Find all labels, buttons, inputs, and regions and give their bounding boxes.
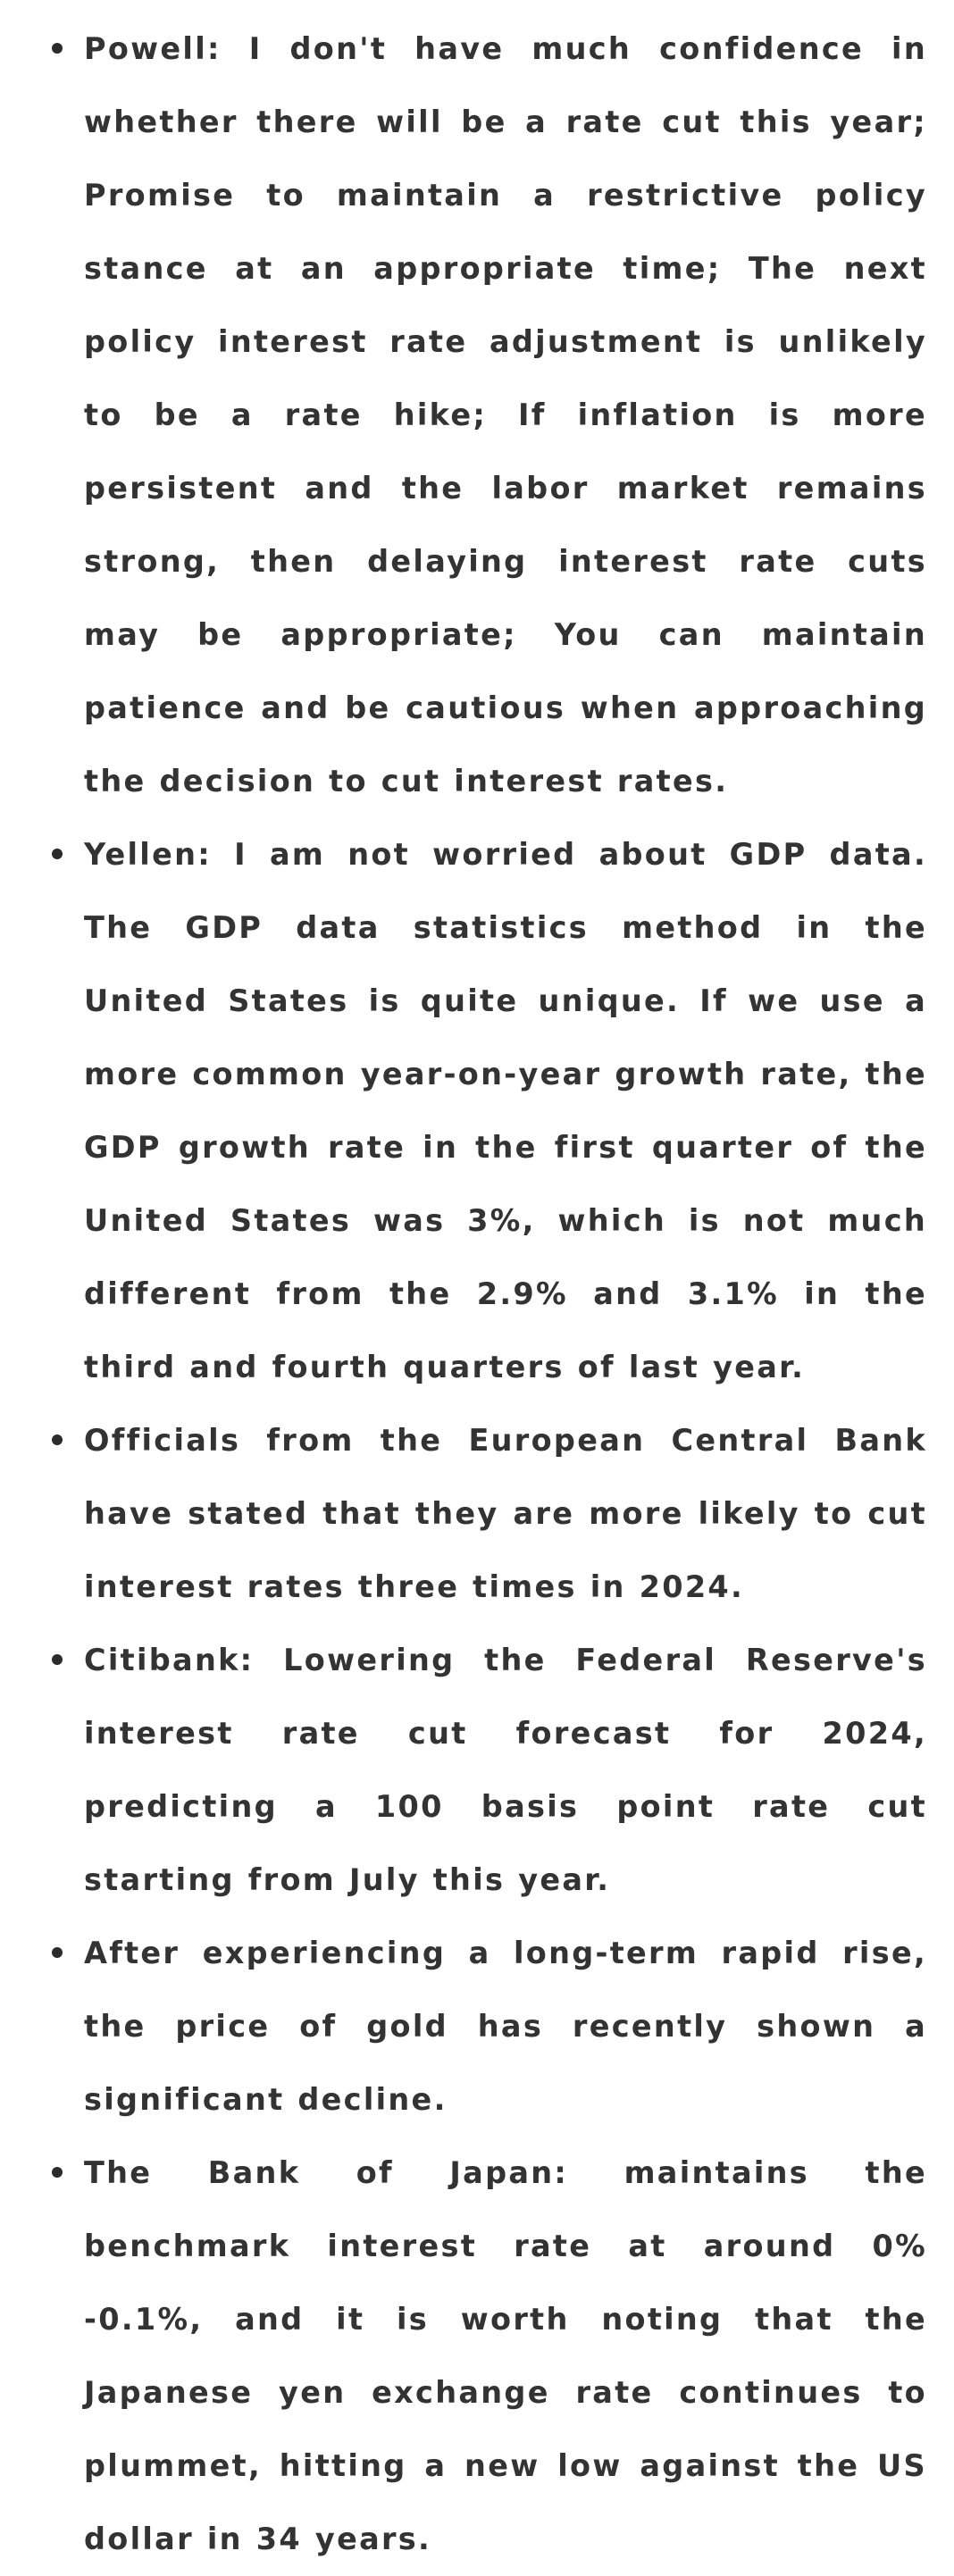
bullet-dot-icon <box>52 1947 63 1958</box>
list-item <box>48 818 927 1404</box>
list-item <box>48 2137 927 2576</box>
list-item-text: Powell: I don't have much confidence in whether there will be a rate cut this year; Promise to maintain a restrictive policy stance at an appropriate time; The next policy interest rate adjustment is unlikely to be a rate hike; If inflation is more persistent and the labor market remains strong, then delaying interest rate cuts may be appropriate; You can maintain patience and be cautious when approaching the decision to cut interest rates. <box>84 31 927 799</box>
bullet-dot-icon <box>52 849 63 859</box>
bullet-dot-icon <box>52 1434 63 1445</box>
list-item-text: After experiencing a long-term rapid rise, the price of gold has recently shown a significant decline. <box>84 1936 927 2117</box>
list-item-text: Citibank: Lowering the Federal Reserve's interest rate cut forecast for 2024, predicting a 100 basis point rate cut starting from July this year. <box>84 1643 927 1897</box>
list-item-text: The Bank of Japan: maintains the benchmark interest rate at around 0% -0.1%, and it is worth noting that the Japanese yen exchange rate continues to plummet, hitting a new low against the US dollar in 34 years. <box>84 2155 927 2556</box>
list-item <box>48 1404 927 1624</box>
list-item <box>48 1624 927 1917</box>
news-bullet-list <box>48 13 927 2576</box>
bullet-dot-icon <box>52 43 63 54</box>
list-item <box>48 13 927 818</box>
list-item-text: Yellen: I am not worried about GDP data. The GDP data statistics method in the United States is quite unique. If we use a more common year-on-year growth rate, the GDP growth rate in the first quarter of the United States was 3%, which is not much different from the 2.9% and 3.1% in the third and fourth quarters of last year. <box>84 837 927 1384</box>
list-item <box>48 1917 927 2137</box>
list-item-text: Officials from the European Central Bank have stated that they are more likely to cut interest rates three times in 2024. <box>84 1423 927 1604</box>
bullet-dot-icon <box>52 1654 63 1665</box>
bullet-dot-icon <box>52 2167 63 2178</box>
